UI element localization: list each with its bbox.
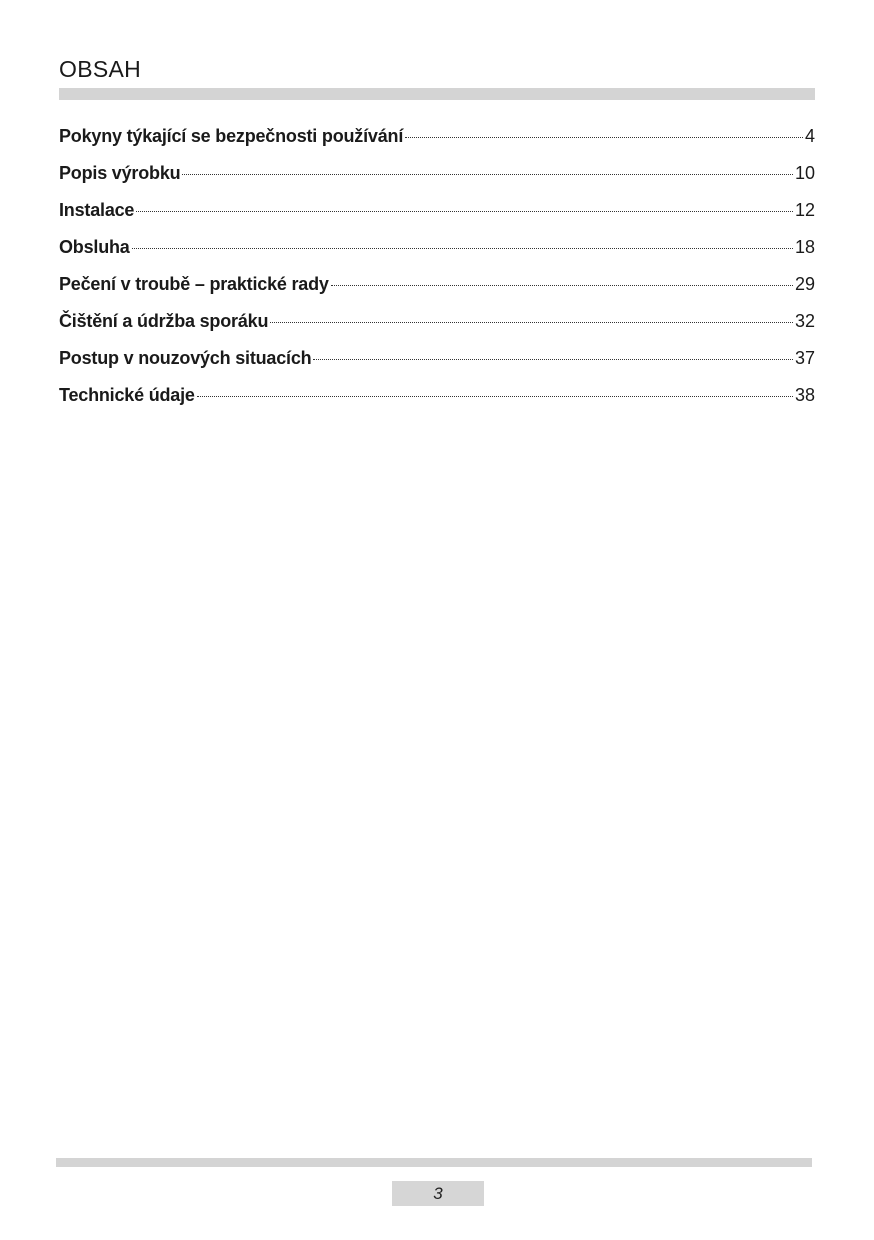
toc-entry-emergency[interactable] bbox=[59, 346, 815, 383]
toc-entry-product-description[interactable] bbox=[59, 161, 815, 198]
toc-entry-baking-tips[interactable] bbox=[59, 272, 815, 309]
toc-entry-label: Postup v nouzových situacích bbox=[59, 348, 312, 368]
dot-leader bbox=[136, 211, 793, 212]
toc-entry-page: 4 bbox=[804, 126, 815, 146]
toc-entry-operation[interactable] bbox=[59, 235, 815, 272]
dot-leader bbox=[132, 248, 793, 249]
toc-entry-page: 37 bbox=[794, 348, 815, 368]
dot-leader bbox=[405, 137, 803, 138]
dot-leader bbox=[182, 174, 793, 175]
footer-divider bbox=[56, 1158, 812, 1167]
dot-leader bbox=[313, 359, 793, 360]
page-number bbox=[392, 1181, 484, 1206]
title-divider bbox=[59, 88, 815, 100]
toc-entry-page: 32 bbox=[794, 311, 815, 331]
toc-entry-safety[interactable] bbox=[59, 124, 815, 161]
toc-entry-label: Pokyny týkající se bezpečnosti používání bbox=[59, 126, 404, 146]
toc-entry-page: 38 bbox=[794, 385, 815, 405]
toc-entry-label: Pečení v troubě – praktické rady bbox=[59, 274, 329, 294]
toc-entry-label: Technické údaje bbox=[59, 385, 195, 405]
dot-leader bbox=[197, 396, 793, 397]
toc-entry-page: 12 bbox=[794, 200, 815, 220]
toc-entry-cleaning[interactable] bbox=[59, 309, 815, 346]
toc-entry-label: Popis výrobku bbox=[59, 163, 181, 183]
toc-entry-label: Instalace bbox=[59, 200, 135, 220]
toc-entry-label: Obsluha bbox=[59, 237, 130, 257]
toc-entry-label: Čištění a údržba sporáku bbox=[59, 311, 269, 331]
toc-entry-page: 29 bbox=[794, 274, 815, 294]
page-title: OBSAH bbox=[59, 56, 142, 82]
toc-entry-page: 10 bbox=[794, 163, 815, 183]
toc-entry-installation[interactable] bbox=[59, 198, 815, 235]
toc-entry-page: 18 bbox=[794, 237, 815, 257]
dot-leader bbox=[270, 322, 793, 323]
toc-entry-technical-data[interactable] bbox=[59, 383, 815, 420]
table-of-contents bbox=[59, 124, 815, 420]
page-number-text: 3 bbox=[433, 1183, 443, 1203]
dot-leader bbox=[331, 285, 793, 286]
